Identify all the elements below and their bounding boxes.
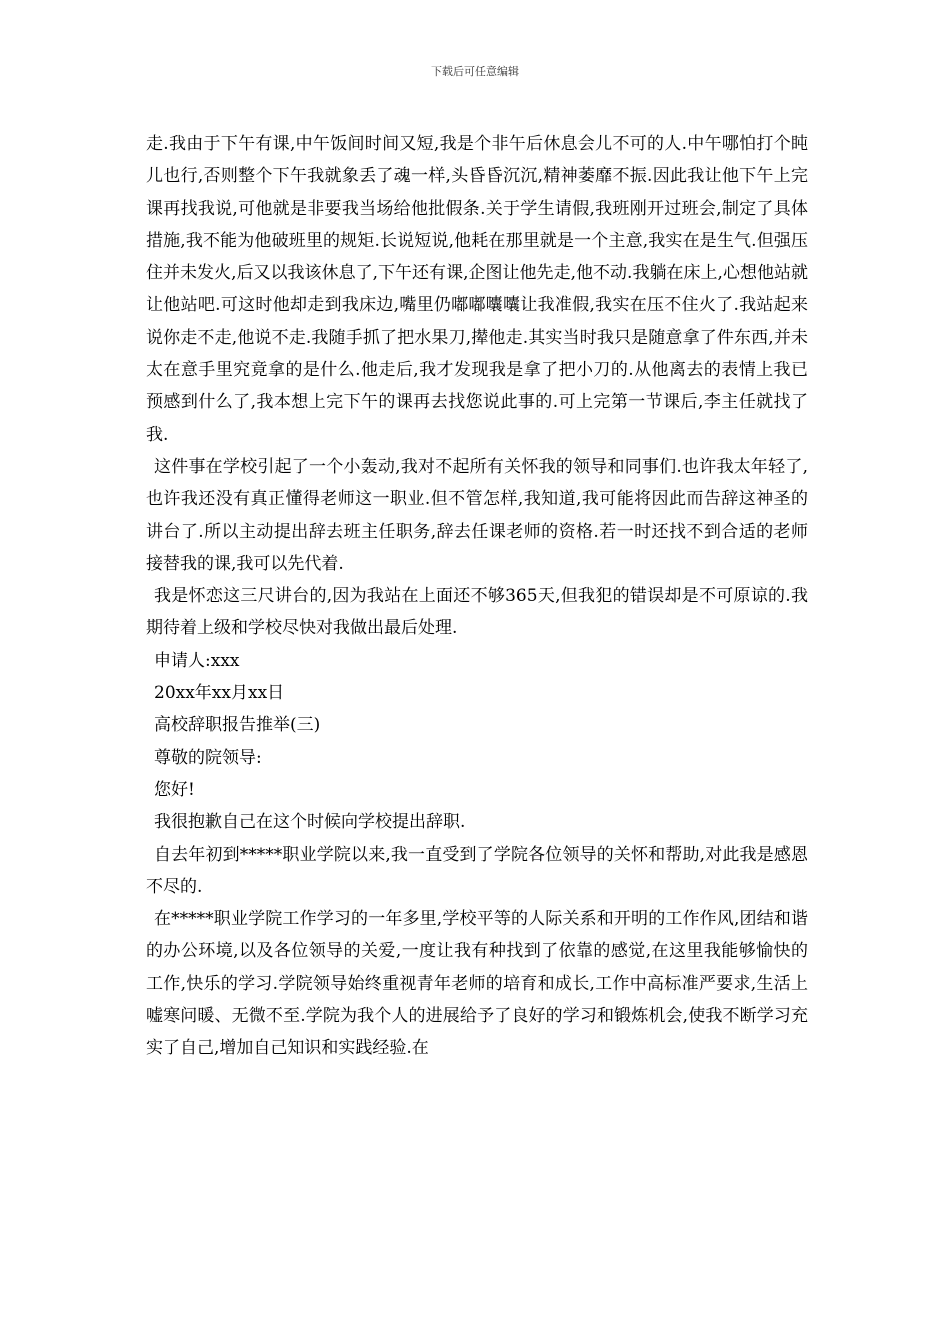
page-header: 下载后可任意编辑 <box>431 65 519 78</box>
paragraph-resignation-statement: 我很抱歉自己在这个时候向学校提出辞职. <box>154 812 466 833</box>
paragraph-gratitude: 自去年初到*****职业学院以来,我一直受到了学院各位领导的关怀和帮助,对此我是感恩不尽的. <box>146 844 808 897</box>
date-line: 20xx年xx月xx日 <box>154 683 285 704</box>
document-body <box>146 128 808 1065</box>
paragraph-incident-impact: 这件事在学校引起了一个小轰动,我对不起所有关怀我的领导和同事们.也许我太年轻了,也许我还没有真正懂得老师这一职业.但不管怎样,我知道,我可能将因此而告辞这神圣的讲台了.所以主动提出辞去班主任职务,辞去任课老师的资格.若一时还找不到合适的老师接替我的课,我可以先代着. <box>146 456 808 574</box>
paragraph-work-experience: 在*****职业学院工作学习的一年多里,学校平等的人际关系和开明的工作作风,团结和谐的办公环境,以及各位领导的关爱,一度让我有种找到了依靠的感觉,在这里我能够愉快的工作,快乐的学习.学院领导始终重视青年老师的培育和成长,工作中高标准严要求,生活上嘘寒问暖、无微不至.学院为我个人的进展给予了良好的学习和锻炼机会,使我不断学习充实了自己,增加自己知识和实践经验.在 <box>146 909 808 1059</box>
paragraph-continuation: 走.我由于下午有课,中午饭间时间又短,我是个非午后休息会儿不可的人.中午哪怕打个盹儿也行,否则整个下午我就象丢了魂一样,头昏昏沉沉,精神萎靡不振.因此我让他下午上完课再找我说,可他就是非要我当场给他批假条.关于学生请假,我班刚开过班会,制定了具体措施,我不能为他破班里的规矩.长说短说,他耗在那里就是一个主意,我实在是生气.但强压住并未发火,后又以我该休息了,下午还有课,企图让他先走,他不动.我躺在床上,心想他站就让他站吧.可这时他却走到我床边,嘴里仍嘟嘟囔囔让我准假,我实在压不住火了.我站起来说你走不走,他说不走.我随手抓了把水果刀,撵他走.其实当时我只是随意拿了件东西,并未太在意手里究竟拿的是什么.他走后,我才发现我是拿了把小刀的.从他离去的表情上我已预感到什么了,我本想上完下午的课再去找您说此事的.可上完第一节课后,李主任就找了我. <box>146 134 808 445</box>
section-title: 高校辞职报告推举(三) <box>154 715 321 736</box>
salutation: 尊敬的院领导: <box>154 747 262 768</box>
greeting: 您好! <box>154 779 195 800</box>
applicant-line: 申请人:xxx <box>154 650 240 671</box>
paragraph-closing-request: 我是怀恋这三尺讲台的,因为我站在上面还不够365天,但我犯的错误却是不可原谅的.我期待着上级和学校尽快对我做出最后处理. <box>146 586 808 639</box>
